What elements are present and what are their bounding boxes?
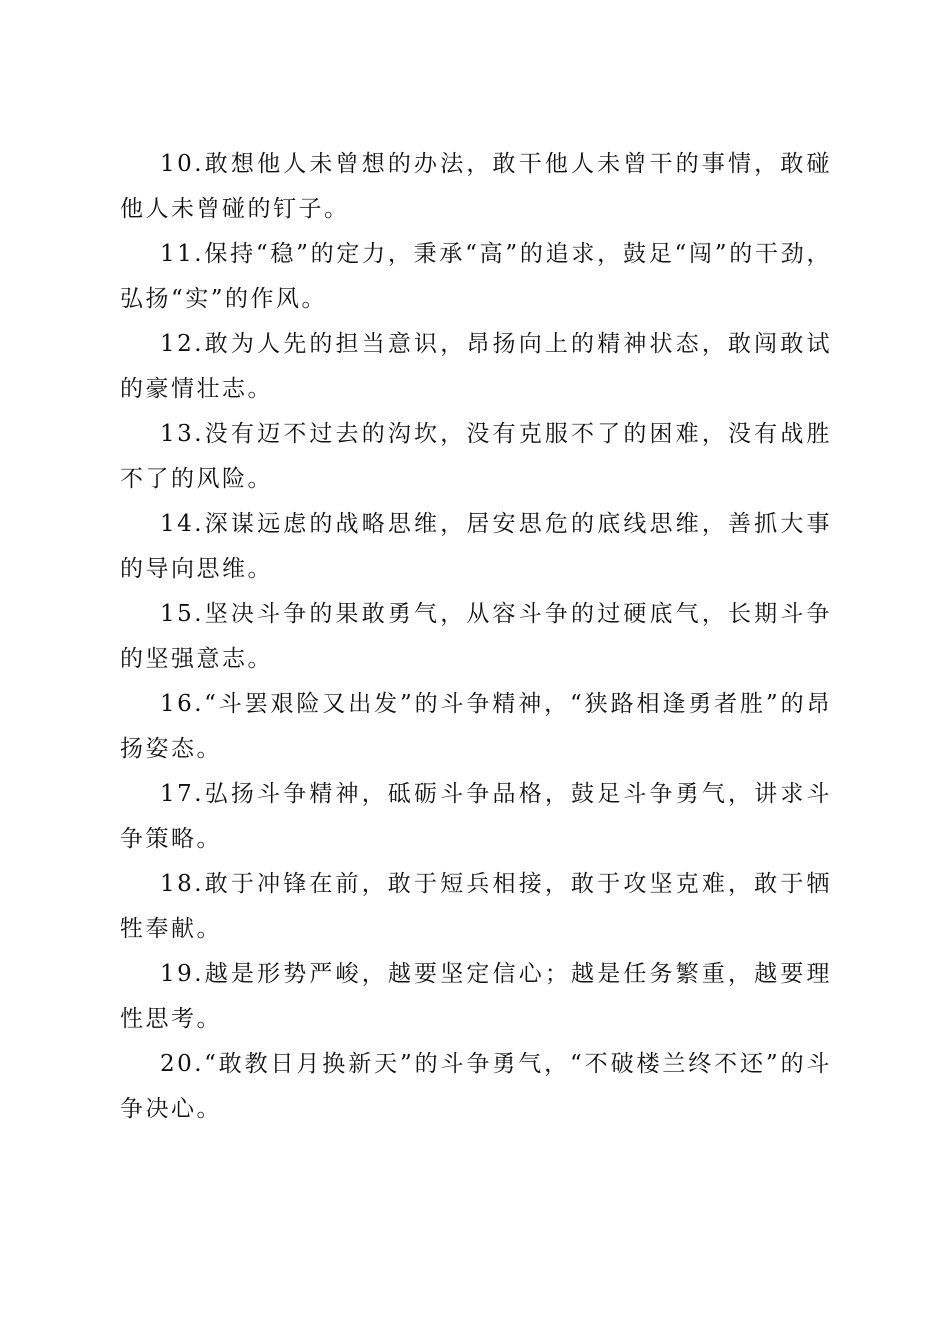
list-item: 16.“斗罢艰险又出发”的斗争精神，“狭路相逢勇者胜”的昂扬姿态。 [120,691,832,762]
list-item: 10.敢想他人未曾想的办法，敢干他人未曾干的事情，敢碰他人未曾碰的钉子。 [120,151,832,222]
list-item: 13.没有迈不过去的沟坎，没有克服不了的困难，没有战胜不了的风险。 [120,421,832,492]
list-item: 11.保持“稳”的定力，秉承“高”的追求，鼓足“闯”的干劲，弘扬“实”的作风。 [120,241,832,312]
list-item: 14.深谋远虑的战略思维，居安思危的底线思维，善抓大事的导向思维。 [120,511,832,582]
list-item: 20.“敢教日月换新天”的斗争勇气，“不破楼兰终不还”的斗争决心。 [120,1051,832,1122]
list-item: 18.敢于冲锋在前，敢于短兵相接，敢于攻坚克难，敢于牺牲奉献。 [120,871,832,942]
list-item: 15.坚决斗争的果敢勇气，从容斗争的过硬底气，长期斗争的坚强意志。 [120,601,832,672]
list-item: 12.敢为人先的担当意识，昂扬向上的精神状态，敢闯敢试的豪情壮志。 [120,331,832,402]
list-item: 19.越是形势严峻，越要坚定信心；越是任务繁重，越要理性思考。 [120,961,832,1032]
list-item: 17.弘扬斗争精神，砥砺斗争品格，鼓足斗争勇气，讲求斗争策略。 [120,781,832,852]
document-body [120,142,832,1132]
